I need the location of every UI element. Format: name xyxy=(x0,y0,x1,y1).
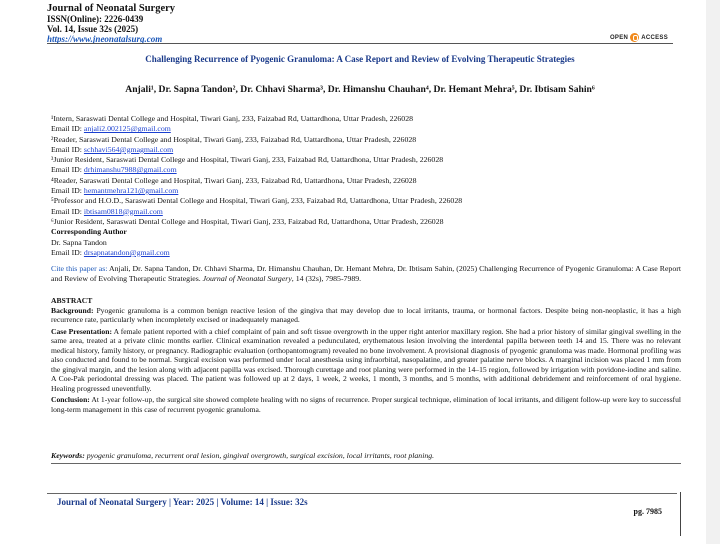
email-label: Email ID: xyxy=(51,206,84,216)
citation xyxy=(51,264,681,284)
email-link[interactable]: anjali2.002125@gmail.com xyxy=(83,124,171,134)
corresponding-email-link[interactable]: drsapnatandon@gmail.com xyxy=(83,247,170,257)
background-label: Background: xyxy=(51,305,94,315)
citation-label: Cite this paper as: xyxy=(51,264,108,273)
email-label: Email ID: xyxy=(51,165,84,175)
case-label: Case Presentation: xyxy=(51,326,112,336)
keywords-text: pyogenic granuloma, recurrent oral lesion, gingival overgrowth, surgical excision, local irritants, root planing. xyxy=(86,451,435,460)
footer-text: Journal of Neonatal Surgery | Year: 2025 | Volume: 14 | Issue: 32s xyxy=(57,497,308,507)
footer-vertical-bar xyxy=(680,492,681,536)
abstract-conclusion xyxy=(51,395,681,414)
affiliation-2 xyxy=(51,135,681,156)
keywords-label: Keywords: xyxy=(51,451,85,460)
journal-url[interactable]: https://www.jneonatalsurg.com xyxy=(47,34,163,44)
email-link[interactable]: ibtisam0818@gmail.com xyxy=(83,206,163,216)
scrollbar-gutter[interactable] xyxy=(706,0,720,544)
open-access-label-2: ACCESS xyxy=(641,34,668,41)
author-list: Anjali¹, Dr. Sapna Tandon², Dr. Chhavi Sharma³, Dr. Himanshu Chauhan⁴, Dr. Hemant Mehra⁵, Dr. Ibtisam Sahin⁶ xyxy=(125,84,595,95)
affiliation-text: ⁴Reader, Saraswati Dental College and Hospital, Tiwari Ganj, 233, Faizabad Rd, Uattardhona, Uttar Pradesh, 226028 xyxy=(51,175,417,185)
citation-text: Anjali, Dr. Sapna Tandon, Dr. Chhavi Sharma, Dr. Himanshu Chauhan, Dr. Hemant Mehra, Dr. Ibtisam Sahin, (2025) Challenging Recurrence of Pyogenic Granuloma: A Case Report and Review of Evolving Therapeutic Strategies. xyxy=(51,264,681,283)
affiliation-5 xyxy=(51,196,681,217)
open-access-label: OPEN xyxy=(609,34,629,41)
keywords xyxy=(51,451,681,460)
affiliation-text: ¹Intern, Saraswati Dental College and Hospital, Tiwari Ganj, 233, Faizabad Rd, Uattardhona, Uttar Pradesh, 226028 xyxy=(51,114,414,123)
affiliations xyxy=(51,114,681,258)
corresponding-heading: Corresponding Author xyxy=(51,227,127,237)
affiliation-text: ⁵Professor and H.O.D., Saraswati Dental College and Hospital, Tiwari Ganj, 233, Faizabad Rd, Uattardhona, Uttar Pradesh, 226028 xyxy=(51,196,463,206)
abstract-heading: ABSTRACT xyxy=(51,296,93,305)
paper-title: Challenging Recurrence of Pyogenic Granuloma: A Case Report and Review of Evolving Therapeutic Strategies xyxy=(145,54,575,64)
keywords-divider xyxy=(51,463,681,464)
email-label: Email ID: xyxy=(51,247,84,257)
affiliation-text: ³Junior Resident, Saraswati Dental College and Hospital, Tiwari Ganj, 233, Faizabad Rd, Uattardhona, Uttar Pradesh, 226028 xyxy=(51,155,444,165)
email-link[interactable]: hemantmehra121@gmail.com xyxy=(83,186,179,196)
footer-divider xyxy=(47,493,677,494)
abstract xyxy=(51,296,681,416)
affiliation-6 xyxy=(51,217,681,227)
conclusion-text: At 1-year follow-up, the surgical site showed complete healing with no signs of recurrence. Proper surgical technique, elimination of local irritants, and diligent follow-up were key to successful long-term management in this case of recurrent pyogenic granuloma. xyxy=(51,395,681,414)
abstract-background xyxy=(51,306,681,325)
conclusion-label: Conclusion: xyxy=(51,395,90,404)
affiliation-3 xyxy=(51,155,681,176)
email-label: Email ID: xyxy=(51,144,84,154)
header-divider xyxy=(47,43,673,44)
open-lock-icon xyxy=(630,33,639,42)
affiliation-text: ⁶Junior Resident, Saraswati Dental College and Hospital, Tiwari Ganj, 233, Faizabad Rd, Uattardhona, Uttar Pradesh, 226028 xyxy=(51,216,444,226)
citation-tail: , 14 (32s), 7985-7989. xyxy=(291,274,362,283)
affiliation-4 xyxy=(51,176,681,197)
corresponding-email-row xyxy=(51,248,681,258)
abstract-case xyxy=(51,327,681,394)
volume-issue: Vol. 14, Issue 32s (2025) xyxy=(47,24,139,34)
case-text: A female patient reported with a chief complaint of pain and soft tissue overgrowth in the upper right anterior maxillary region. She had a prior history of similar gingival swelling in the same area, treated at a private clinic months earlier. Clinical examination revealed a pedunculated, erythematous lesion involving the interdental papilla between teeth 14 and 15. There was no relevant medical history, family history, or pregnancy. Radiographic evaluation (orthopantomogram) revealed no bone involvement. A provisional diagnosis of pyogenic granuloma was made. Hormonal profiling was also conducted and found to be normal. Surgical excision was performed under local anesthesia using infraorbital, nasopalatine, and greater palatine nerve blocks. A marginal incision was placed 1 mm from the gingival margin, and the lesion along with adjacent papilla was excised. Thorough curettage and root planing were performed in the 14–15 region, followed by irrigation with povidone-iodine and saline. A Coe-Pak periodontal dressing was placed. The patient was followed up at 2 days, 1 week, 2 weeks, 1 month, 3 months, and 5 months, with additional debridement and reinforcement of oral hygiene. Healing progressed uneventfully. xyxy=(51,326,681,393)
email-label: Email ID: xyxy=(51,186,84,196)
corresponding-name: Dr. Sapna Tandon xyxy=(51,237,107,247)
journal-name: Journal of Neonatal Surgery xyxy=(47,3,176,14)
page-number: pg. 7985 xyxy=(633,507,662,516)
affiliation-text: ²Reader, Saraswati Dental College and Hospital, Tiwari Ganj, 233, Faizabad Rd, Uattardhona, Uttar Pradesh, 226028 xyxy=(51,134,417,144)
journal-header xyxy=(47,4,175,44)
email-link[interactable]: drhimanshu7988@gmail.com xyxy=(83,165,177,175)
citation-journal: Journal of Neonatal Surgery xyxy=(202,274,292,283)
background-text: Pyogenic granuloma is a common benign reactive lesion of the gingiva that may develop due to local irritants, trauma, or hormonal factors. Despite being non-neoplastic, it has a high recurrence rate, particularly when incompletely excised or inadequately managed. xyxy=(51,305,681,324)
affiliation-1 xyxy=(51,114,681,135)
open-access-badge xyxy=(610,33,668,42)
email-label: Email ID: xyxy=(51,124,84,134)
issn: ISSN(Online): 2226-0439 xyxy=(47,14,144,24)
email-link[interactable]: schhavi564@gmagmail.com xyxy=(83,144,174,154)
